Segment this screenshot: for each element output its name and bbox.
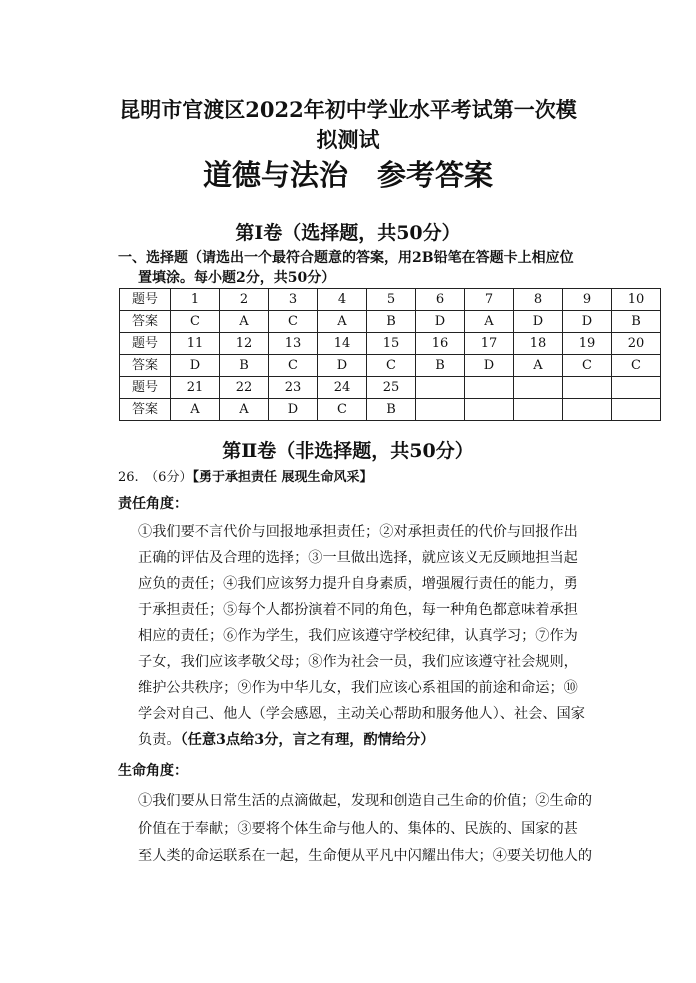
answer-table-cell: D <box>514 311 563 333</box>
question-26-theme: 【勇于承担责任 展现生命风采】 <box>192 470 373 485</box>
responsibility-line: 维护公共秩序；⑨作为中华儿女，我们应该心系祖国的前途和命运；⑩ <box>138 680 578 696</box>
answer-table-cell: 25 <box>367 377 416 399</box>
answer-table-cell: A <box>220 311 269 333</box>
answer-table-cell: D <box>269 399 318 421</box>
answer-table-row <box>120 289 661 311</box>
answer-table-row-header: 答案 <box>120 399 171 421</box>
answer-table-cell: A <box>465 311 514 333</box>
answer-table-cell: 4 <box>318 289 367 311</box>
life-line: 至人类的命运联系在一起，生命便从平凡中闪耀出伟大；④要关切他人的 <box>138 848 593 864</box>
section1-instruction-line2: 置填涂。每小题2分，共50分） <box>138 270 336 286</box>
answer-table-cell: 9 <box>563 289 612 311</box>
answer-table-cell: C <box>269 311 318 333</box>
answer-table-cell: C <box>367 355 416 377</box>
answer-table-cell: 13 <box>269 333 318 355</box>
answer-table-cell: 7 <box>465 289 514 311</box>
answer-table-cell: 21 <box>171 377 220 399</box>
answer-table-cell: 10 <box>612 289 661 311</box>
life-line: 价值在于奉献；③要将个体生命与他人的、集体的、民族的、国家的甚 <box>138 821 578 837</box>
responsibility-label: 责任角度： <box>118 496 188 512</box>
answer-table-cell: D <box>465 355 514 377</box>
question-26-number: 26. （6分） <box>118 470 193 485</box>
answer-table-row-header: 答案 <box>120 311 171 333</box>
answer-table-cell <box>563 377 612 399</box>
answer-table-cell: A <box>318 311 367 333</box>
answer-table-row <box>120 377 661 399</box>
responsibility-last-text: 负责。 <box>138 732 181 748</box>
answer-table-cell <box>465 377 514 399</box>
answer-table-row-header: 题号 <box>120 289 171 311</box>
section2-heading: 第Ⅱ卷（非选择题，共50分） <box>222 440 474 462</box>
answer-table-cell: 16 <box>416 333 465 355</box>
answer-table-cell: D <box>563 311 612 333</box>
answer-table-row-header: 答案 <box>120 355 171 377</box>
answer-table-cell <box>416 399 465 421</box>
section1-instruction-line1: 一、选择题（请选出一个最符合题意的答案，用2B铅笔在答题卡上相应位 <box>118 250 574 266</box>
responsibility-line: 子女，我们应该孝敬父母；⑧作为社会一员，我们应该遵守社会规则， <box>138 654 578 670</box>
answer-table-cell: 18 <box>514 333 563 355</box>
answer-table-cell: C <box>269 355 318 377</box>
answer-table-cell <box>514 399 563 421</box>
section1-heading: 第Ⅰ卷（选择题，共50分） <box>235 222 461 244</box>
answer-table <box>119 288 661 421</box>
exam-title-line2: 拟测试 <box>316 127 380 152</box>
answer-table-cell: A <box>220 399 269 421</box>
answer-table-cell: 2 <box>220 289 269 311</box>
responsibility-line: ①我们要不言代价与回报地承担责任；②对承担责任的代价与回报作出 <box>138 524 578 540</box>
answer-table-cell <box>612 399 661 421</box>
responsibility-line: 学会对自己、他人（学会感恩，主动关心帮助和服务他人）、社会、国家 <box>138 706 585 722</box>
answer-table-cell: 19 <box>563 333 612 355</box>
answer-table-cell <box>612 377 661 399</box>
exam-title-line1: 昆明市官渡区2022年初中学业水平考试第一次模 <box>119 97 577 122</box>
answer-table-cell: B <box>220 355 269 377</box>
life-line: ①我们要从日常生活的点滴做起，发现和创造自己生命的价值；②生命的 <box>138 793 593 809</box>
answer-table-cell: A <box>514 355 563 377</box>
question-26-header <box>118 467 372 489</box>
answer-table-cell: D <box>416 311 465 333</box>
answer-table-cell: A <box>171 399 220 421</box>
answer-table-cell: 5 <box>367 289 416 311</box>
answer-table-row-header: 题号 <box>120 377 171 399</box>
answer-table-cell: 23 <box>269 377 318 399</box>
answer-table-cell: C <box>612 355 661 377</box>
answer-table-cell: B <box>612 311 661 333</box>
responsibility-line: 应负的责任；④我们应该努力提升自身素质，增强履行责任的能力，勇 <box>138 576 578 592</box>
answer-table-cell: 1 <box>171 289 220 311</box>
answer-table-cell <box>465 399 514 421</box>
answer-table-cell: 12 <box>220 333 269 355</box>
answer-table-cell <box>563 399 612 421</box>
answer-table-cell: D <box>171 355 220 377</box>
answer-table-cell: B <box>367 399 416 421</box>
answer-table-row <box>120 333 661 355</box>
scoring-note: （任意3点给3分，言之有理，酌情给分） <box>180 732 435 748</box>
answer-table-cell: C <box>171 311 220 333</box>
answer-table-cell: 11 <box>171 333 220 355</box>
answer-table-row <box>120 355 661 377</box>
answer-table-cell: 20 <box>612 333 661 355</box>
answer-table-cell: 15 <box>367 333 416 355</box>
answer-table-cell: B <box>367 311 416 333</box>
answer-table-row-header: 题号 <box>120 333 171 355</box>
answer-table-row <box>120 311 661 333</box>
answer-table-cell: 22 <box>220 377 269 399</box>
responsibility-last-line <box>138 727 434 753</box>
answer-table-cell: 3 <box>269 289 318 311</box>
answer-table-cell: C <box>318 399 367 421</box>
answer-table-cell <box>416 377 465 399</box>
responsibility-line: 相应的责任；⑥作为学生，我们应该遵守学校纪律，认真学习；⑦作为 <box>138 628 578 644</box>
responsibility-line: 于承担责任；⑤每个人都扮演着不同的角色，每一种角色都意味着承担 <box>138 602 578 618</box>
answer-table-cell: 17 <box>465 333 514 355</box>
answer-table-cell: 8 <box>514 289 563 311</box>
subject-title: 道德与法治 参考答案 <box>202 158 493 192</box>
life-label: 生命角度： <box>118 763 188 779</box>
answer-table-cell: 14 <box>318 333 367 355</box>
answer-table-cell <box>514 377 563 399</box>
answer-table-cell: B <box>416 355 465 377</box>
answer-table-cell: C <box>563 355 612 377</box>
answer-table-cell: D <box>318 355 367 377</box>
answer-table-row <box>120 399 661 421</box>
answer-table-cell: 24 <box>318 377 367 399</box>
answer-table-cell: 6 <box>416 289 465 311</box>
responsibility-line: 正确的评估及合理的选择；③一旦做出选择，就应该义无反顾地担当起 <box>138 550 578 566</box>
